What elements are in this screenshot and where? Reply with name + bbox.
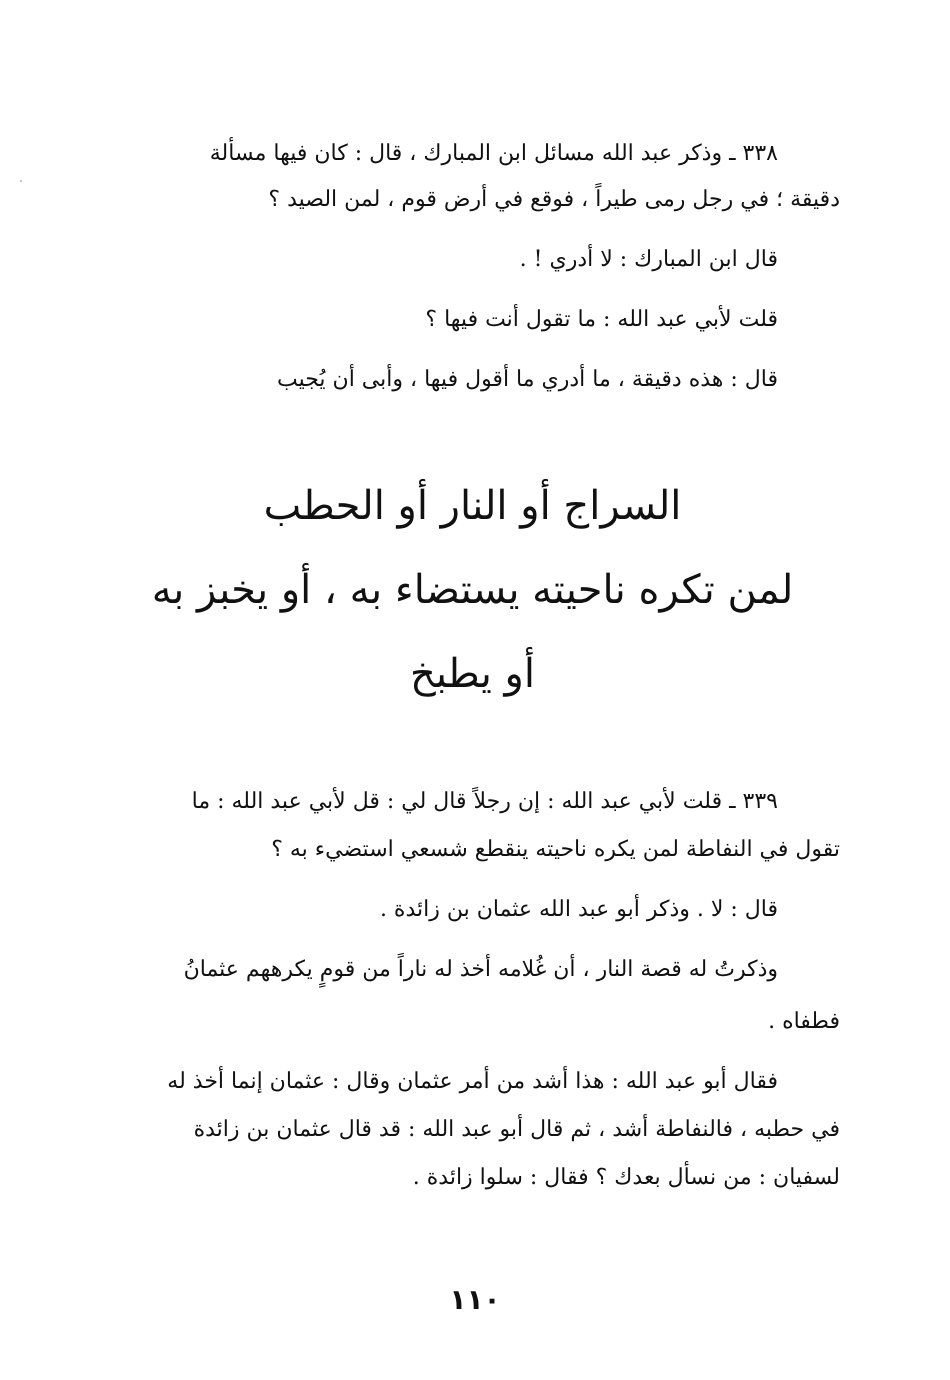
page-number: ١١٠ bbox=[449, 1283, 501, 1316]
text-line: وذكرتُ له قصة النار ، أن غُلامه أخذ له ناراً من قومٍ يكرههم عثمانُ bbox=[183, 957, 778, 982]
text-line: فطفاه . bbox=[768, 1009, 840, 1034]
text-line: قال ابن المبارك : لا أدري ! . bbox=[519, 247, 778, 272]
text-line: قال : لا . وذكر أبو عبد الله عثمان بن زائدة . bbox=[379, 897, 778, 922]
paragraph-339 bbox=[105, 772, 840, 1208]
text-line: ٣٣٩ ـ قلت لأبي عبد الله : إن رجلاً قال لي : قل لأبي عبد الله : ما bbox=[191, 789, 778, 814]
heading-line: أو يطبخ bbox=[410, 651, 535, 697]
text-line: فقال أبو عبد الله : هذا أشد من أمر عثمان وقال : عثمان إنما أخذ له bbox=[167, 1069, 778, 1094]
chapter-heading bbox=[105, 464, 840, 716]
text-line: قلت لأبي عبد الله : ما تقول أنت فيها ؟ bbox=[425, 307, 778, 332]
text-line: لسفيان : من نسأل بعدك ؟ فقال : سلوا زائدة . bbox=[412, 1165, 840, 1190]
text-line: تقول في النفاطة لمن يكره ناحيته ينقطع شسعي استضيء به ؟ bbox=[271, 837, 840, 862]
text-line: قال : هذه دقيقة ، ما أدري ما أقول فيها ، وأبى أن يُجيب bbox=[276, 367, 778, 392]
text-line: في حطبه ، فالنفاطة أشد ، ثم قال أبو عبد الله : قد قال عثمان بن زائدة bbox=[193, 1117, 840, 1142]
text-line: دقيقة ؛ في رجل رمى طيراً ، فوقع في أرض قوم ، لمن الصيد ؟ bbox=[268, 187, 840, 212]
paragraph-338 bbox=[105, 124, 840, 410]
heading-line: السراج أو النار أو الحطب bbox=[263, 483, 682, 529]
heading-line: لمن تكره ناحيته يستضاء به ، أو يخبز به bbox=[151, 567, 794, 613]
text-line: ٣٣٨ ـ وذكر عبد الله مسائل ابن المبارك ، قال : كان فيها مسألة bbox=[209, 141, 778, 166]
scan-speck bbox=[20, 180, 22, 182]
